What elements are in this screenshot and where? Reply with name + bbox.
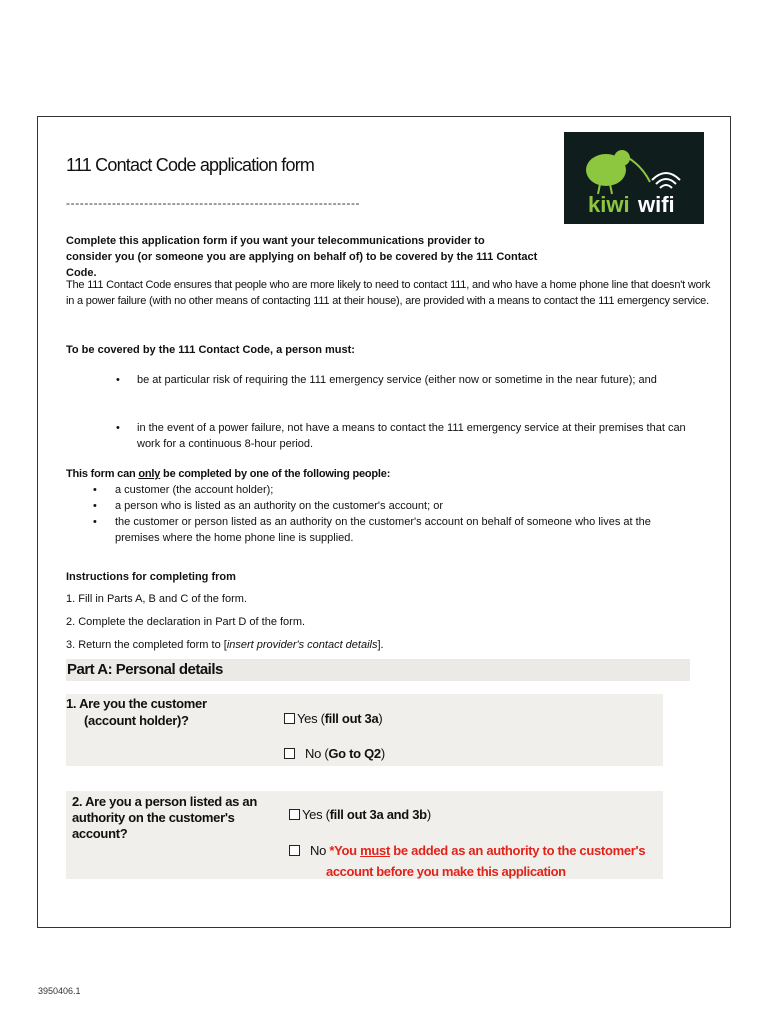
q1-no-checkbox[interactable] [284, 748, 295, 759]
question-2-label: 2. Are you a person listed as an authority on the customer's account? [72, 794, 257, 841]
instruction-step: 1. Fill in Parts A, B and C of the form. [66, 593, 247, 605]
lead-paragraph: Complete this application form if you want your telecommunications provider to consider you (or someone you are applying on behalf of) to be covered by the 111 Contact Code. [66, 235, 538, 279]
list-item: • the customer or person listed as an authority on the customer's account on behalf of someone who lives at the premises where the home phone line is supplied. [93, 516, 651, 544]
instructions-heading: Instructions for completing from [66, 571, 236, 583]
q2-yes-checkbox[interactable] [289, 809, 300, 820]
list-item: • a person who is listed as an authority on the customer's account; or [93, 500, 443, 512]
q1-yes-option[interactable]: Yes (fill out 3a) [284, 711, 382, 727]
eligible-people-heading: This form can only be completed by one of the following people: [66, 468, 391, 480]
q1-yes-checkbox[interactable] [284, 713, 295, 724]
question-1-label-line2: (account holder)? [84, 713, 189, 728]
instruction-step: 2. Complete the declaration in Part D of the form. [66, 616, 306, 628]
q2-yes-option[interactable]: Yes (fill out 3a and 3b) [289, 807, 431, 823]
svg-text:kiwi: kiwi [588, 192, 630, 217]
part-a-heading: Part A: Personal details [66, 659, 690, 681]
list-item: • a customer (the account holder); [93, 484, 274, 496]
document-number: 3950406.1 [38, 986, 81, 996]
svg-text:wifi: wifi [638, 192, 675, 217]
intro-paragraph: The 111 Contact Code ensures that people who are more likely to need to contact 111, and who have a home phone line that doesn't work in a power failure (with no other means of contacting 111 at their house), are provided with a means to contact the 111 emergency service. [66, 279, 711, 307]
question-1-label: 1. Are you the customer [66, 696, 207, 711]
page-title: 111 Contact Code application form [66, 155, 315, 175]
authority-warning-line2: account before you make this application [326, 864, 566, 879]
kiwiwifi-logo [564, 132, 704, 224]
list-item: • be at particular risk of requiring the 111 emergency service (either now or sometime in the near future); and [116, 374, 657, 386]
list-item: • in the event of a power failure, not have a means to contact the 111 emergency service at their premises that can work for a continuous 8-hour period. [116, 422, 686, 450]
q2-no-checkbox[interactable] [289, 845, 300, 856]
q2-no-option[interactable]: No *You must be added as an authority to the customer's [289, 843, 645, 859]
kiwi-bird-icon [564, 132, 704, 224]
q1-no-option[interactable]: No (Go to Q2) [284, 746, 385, 762]
authority-warning: *You must be added as an authority to the customer's [329, 843, 646, 858]
must-heading: To be covered by the 111 Contact Code, a person must: [66, 344, 355, 356]
instruction-step: 3. Return the completed form to [insert provider's contact details]. [66, 639, 384, 651]
divider: ---------------------------------------------------------------- [66, 196, 361, 210]
